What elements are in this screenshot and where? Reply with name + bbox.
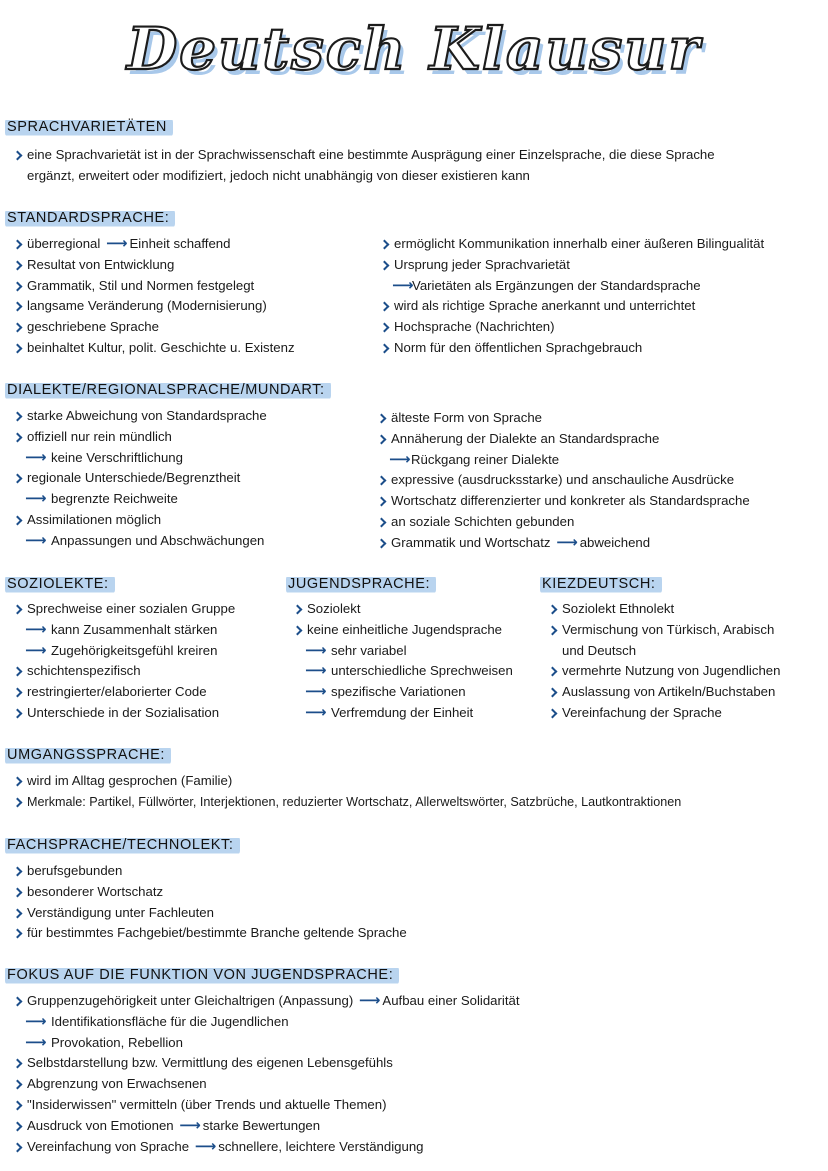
list-item-arrow: ⟶ spezifische Variationen	[293, 682, 513, 703]
list-item: offiziell nur rein mündlich	[13, 427, 267, 448]
list-standardsprache-right	[380, 234, 764, 359]
list-item: wird im Alltag gesprochen (Familie)	[13, 771, 681, 792]
arrow-icon: ⟶	[358, 992, 381, 1009]
list-item: starke Abweichung von Standardsprache	[13, 406, 267, 427]
list-item	[377, 533, 750, 554]
list-item: Wortschatz differenzierter und konkreter als Standardsprache	[377, 491, 750, 512]
heading-dialekte: DIALEKTE/REGIONALSPRACHE/MUNDART:	[5, 381, 331, 400]
list-soziolekte	[13, 599, 235, 724]
list-kiezdeutsch	[548, 599, 780, 724]
list-item: wird als richtige Sprache anerkannt und unterrichtet	[380, 296, 764, 317]
list-item-arrow: ⟶ sehr variabel	[293, 641, 513, 662]
list-item: an soziale Schichten gebunden	[377, 512, 750, 533]
list-dialekte-right	[377, 408, 750, 554]
list-umgangssprache	[13, 771, 681, 813]
list-item: Assimilationen möglich	[13, 510, 267, 531]
heading-jugendsprache: JUGENDSPRACHE:	[286, 575, 436, 594]
heading-fokus: FOKUS AUF DIE FUNKTION VON JUGENDSPRACHE:	[5, 966, 399, 985]
list-item-arrow: ⟶ kann Zusammenhalt stärken	[13, 620, 235, 641]
list-item: Soziolekt	[293, 599, 513, 620]
list-fachsprache	[13, 861, 407, 944]
item-text: Grammatik und Wortschatz	[391, 534, 551, 550]
heading-umgangssprache: UMGANGSSPRACHE:	[5, 746, 171, 765]
list-item: Unterschiede in der Sozialisation	[13, 703, 235, 724]
item-text: schnellere, leichtere Verständigung	[218, 1138, 424, 1154]
list-item	[13, 234, 295, 255]
list-item-arrow: ⟶ Provokation, Rebellion	[13, 1033, 520, 1054]
heading-kiezdeutsch: KIEZDEUTSCH:	[540, 575, 662, 594]
list-item	[13, 991, 520, 1012]
list-item: ermöglicht Kommunikation innerhalb einer äußeren Bilingualität	[380, 234, 764, 255]
list-item-arrow: ⟶ unterschiedliche Sprechweisen	[293, 661, 513, 682]
list-standardsprache-left	[13, 234, 295, 359]
arrow-icon: ⟶	[106, 235, 128, 252]
list-jugendsprache	[293, 599, 513, 724]
heading-soziolekte: SOZIOLEKTE:	[5, 575, 115, 594]
list-item: älteste Form von Sprache	[377, 408, 750, 429]
list-item: geschriebene Sprache	[13, 317, 295, 338]
list-item: berufsgebunden	[13, 861, 407, 882]
item-text: Gruppenzugehörigkeit unter Gleichaltrigen (Anpassung)	[27, 993, 354, 1008]
list-item: Ursprung jeder Sprachvarietät	[380, 255, 764, 276]
list-item: besonderer Wortschatz	[13, 882, 407, 903]
list-item: langsame Veränderung (Modernisierung)	[13, 296, 295, 317]
list-item-continuation: ergänzt, erweitert oder modifiziert, jedoch nicht unabhängig von dieser existieren kann	[27, 167, 530, 183]
list-item-arrow: ⟶ Anpassungen und Abschwächungen	[13, 531, 267, 552]
heading-standardsprache: STANDARDSPRACHE:	[5, 209, 175, 228]
item-text: Ausdruck von Emotionen	[27, 1117, 174, 1133]
list-item: vermehrte Nutzung von Jugendlichen	[548, 661, 780, 682]
list-item: Grammatik, Stil und Normen festgelegt	[13, 276, 295, 297]
list-item: "Insiderwissen" vermitteln (über Trends und aktuelle Themen)	[13, 1095, 520, 1116]
list-item-arrow: ⟶ Verfremdung der Einheit	[293, 703, 513, 724]
list-item: regionale Unterschiede/Begrenztheit	[13, 468, 267, 489]
list-item: eine Sprachvarietät ist in der Sprachwissenschaft eine bestimmte Ausprägung einer Einzelsprache, die diese Sprache	[13, 145, 715, 166]
item-text: Vereinfachung von Sprache	[27, 1138, 190, 1154]
item-text: starke Bewertungen	[202, 1117, 321, 1133]
list-item	[13, 1116, 520, 1137]
list-item: Vermischung von Türkisch, Arabisch	[548, 620, 780, 641]
list-item: Hochsprache (Nachrichten)	[380, 317, 764, 338]
list-item: Selbstdarstellung bzw. Vermittlung des eigenen Lebensgefühls	[13, 1053, 520, 1074]
list-item: Norm für den öffentlichen Sprachgebrauch	[380, 338, 764, 359]
arrow-icon: ⟶	[194, 1137, 217, 1155]
list-item: für bestimmtes Fachgebiet/bestimmte Branche geltende Sprache	[13, 923, 407, 944]
list-fokus	[13, 991, 520, 1157]
list-item-arrow: ⟶ Identifikationsfläche für die Jugendlichen	[13, 1012, 520, 1033]
list-item: Annäherung der Dialekte an Standardsprache	[377, 429, 750, 450]
item-text: abweichend	[579, 534, 651, 550]
list-item: Vereinfachung der Sprache	[548, 703, 780, 724]
list-item-arrow: ⟶ Zugehörigkeitsgefühl kreiren	[13, 641, 235, 662]
list-item: schichtenspezifisch	[13, 661, 235, 682]
list-item: Verständigung unter Fachleuten	[13, 903, 407, 924]
list-item: Auslassung von Artikeln/Buchstaben	[548, 682, 780, 703]
list-item	[13, 1137, 520, 1158]
list-item: restringierter/elaborierter Code	[13, 682, 235, 703]
list-item-arrow: ⟶ Varietäten als Ergänzungen der Standardsprache	[380, 276, 764, 297]
list-item: Abgrenzung von Erwachsenen	[13, 1074, 520, 1095]
list-sprachvarietaeten	[13, 145, 715, 187]
list-item: Sprechweise einer sozialen Gruppe	[13, 599, 235, 620]
list-dialekte-left	[13, 406, 267, 552]
arrow-icon: ⟶	[179, 1116, 201, 1134]
heading-fachsprache: FACHSPRACHE/TECHNOLEKT:	[5, 836, 240, 855]
list-item: Merkmale: Partikel, Füllwörter, Interjektionen, reduzierter Wortschatz, Allerweltswörter, Satzbrüche, Lautkontraktionen	[13, 792, 681, 813]
page-title: Deutsch Klausur	[126, 15, 702, 83]
list-item: Resultat von Entwicklung	[13, 255, 295, 276]
heading-sprachvarietaeten: SPRACHVARIETÄTEN	[5, 118, 173, 137]
list-item: beinhaltet Kultur, polit. Geschichte u. Existenz	[13, 338, 295, 359]
list-item-arrow: ⟶ keine Verschriftlichung	[13, 448, 267, 469]
item-text: Aufbau einer Solidarität	[382, 993, 520, 1008]
list-item: keine einheitliche Jugendsprache	[293, 620, 513, 641]
list-item-continuation: und Deutsch	[562, 642, 637, 658]
list-item-arrow: ⟶ Rückgang reiner Dialekte	[377, 450, 750, 471]
arrow-icon: ⟶	[556, 533, 578, 551]
list-item-arrow: ⟶ begrenzte Reichweite	[13, 489, 267, 510]
list-item: Soziolekt Ethnolekt	[548, 599, 780, 620]
list-item: expressive (ausdrucksstarke) und anschauliche Ausdrücke	[377, 470, 750, 491]
item-text: überregional	[27, 236, 101, 251]
item-text: Einheit schaffend	[129, 236, 231, 251]
